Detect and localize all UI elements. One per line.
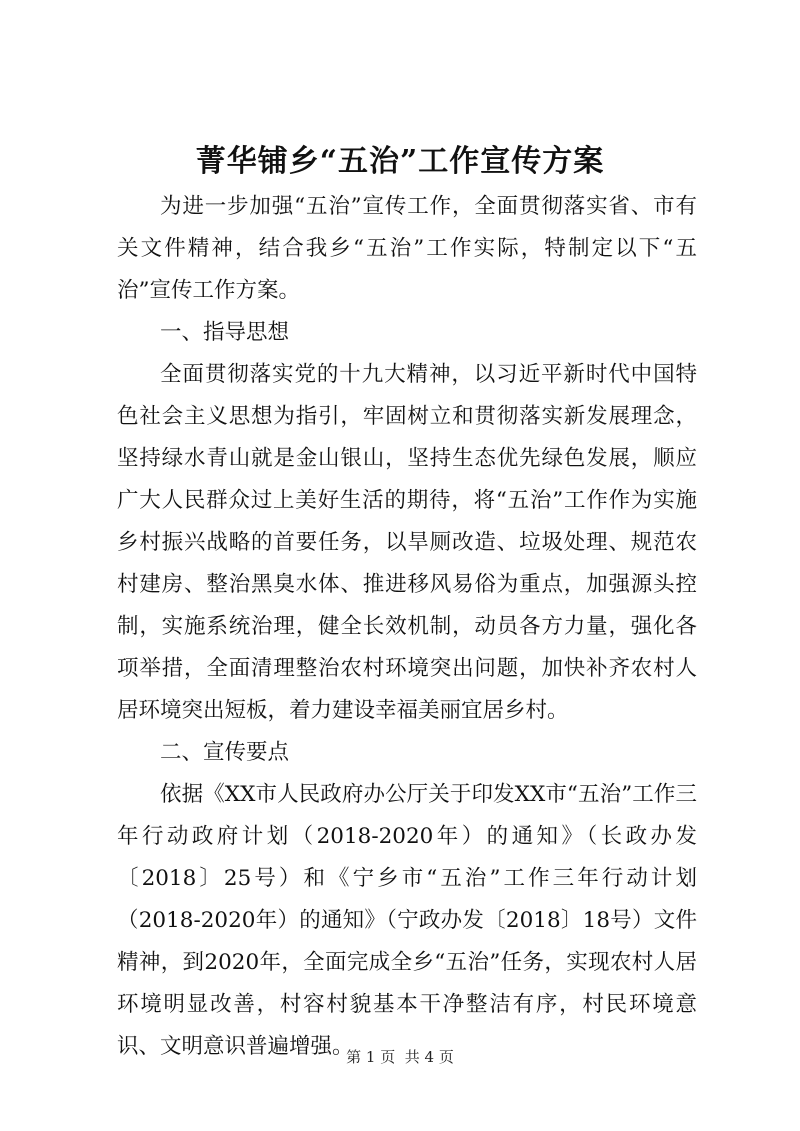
document-title: 菁华铺乡“五治”工作宣传方案 <box>195 144 605 179</box>
section-heading-guiding-ideology: 一、指导思想 <box>160 320 290 345</box>
guiding-ideology-paragraph: 全面贯彻落实党的十九大精神，以习近平新时代中国特色社会主义思想为指引，牢固树立和贯彻落实新发展理念，坚持绿水青山就是金山银山，坚持生态优先绿色发展，顺应广大人民群众过上美好生活的期待，将“五治”工作作为实施乡村振兴战略的首要任务，以旱厕改造、垃圾处理、规范农村建房、整治黑臭水体、推进移风易俗为重点，加强源头控制，实施系统治理，健全长效机制，动员各方力量，强化各项举措，全面清理整治农村环境突出问题，加快补齐农村人居环境突出短板，着力建设幸福美丽宜居乡村。 <box>117 362 697 723</box>
section-heading-publicity-points: 二、宣传要点 <box>160 740 290 765</box>
intro-paragraph: 为进一步加强“五治”宣传工作，全面贯彻落实省、市有关文件精神，结合我乡“五治”工作实际，特制定以下“五治”宣传工作方案。 <box>117 194 697 303</box>
publicity-points-paragraph: 依据《XX市人民政府办公厅关于印发XX市“五治”工作三年行动政府计划（2018-2020年）的通知》（长政办发〔2018〕25号）和《宁乡市“五治”工作三年行动计划（2018-2020年）的通知》（宁政办发〔2018〕18号）文件精神，到2020年，全面完成全乡“五治”任务，实现农村人居环境明显改善，村容村貌基本干净整洁有序，村民环境意识、文明意识普遍增强。 <box>117 782 697 1059</box>
page-footer <box>0 1047 800 1067</box>
document-body <box>117 186 697 1068</box>
page-number-label: 第 1 页 共 4 页 <box>346 1048 454 1066</box>
